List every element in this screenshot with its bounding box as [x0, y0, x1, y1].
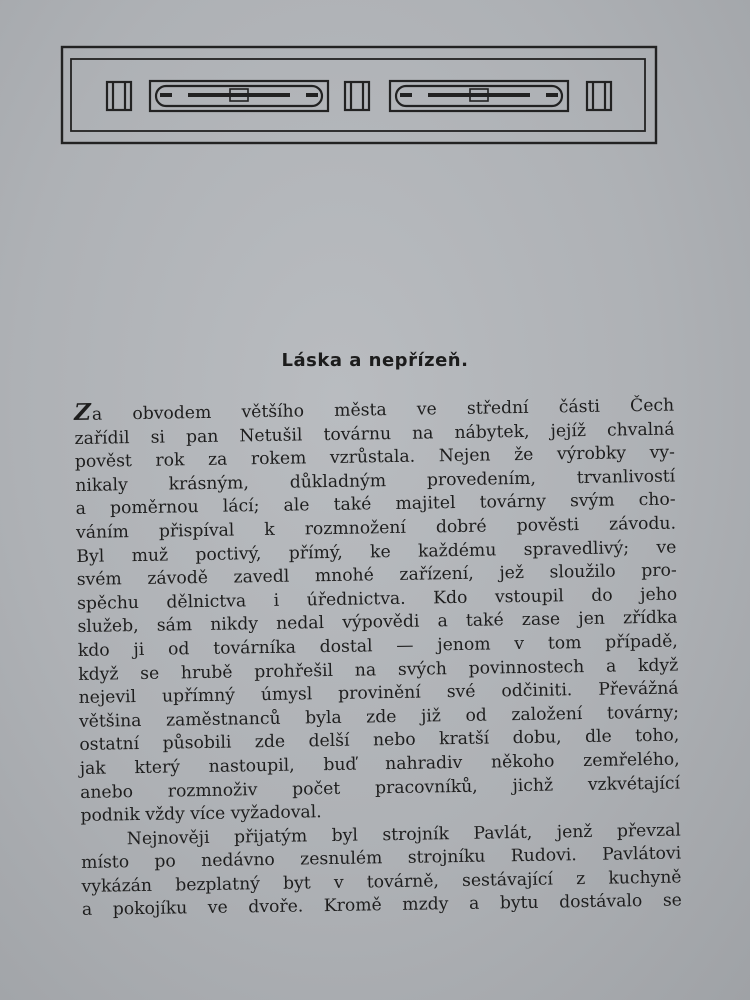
text-line: místo po nedávno zesnulém strojníku Rudovi. Pavlátovi: [81, 843, 682, 874]
text-line: Za obvodem většího města ve střední části Čech: [73, 395, 675, 426]
text-line: nikaly krásným, důkladným provedením, trvanlivostí: [75, 466, 676, 496]
text-line: Nejnověji přijatým byl strojník Pavlát, jenž převzal: [126, 820, 681, 849]
text-line: anebo rozmnoživ počet pracovníků, jichž vzkvétající: [79, 773, 681, 803]
text-line: spěchu dělnictva i úřednictva. Kdo vstoupil do jeho: [76, 584, 678, 614]
text-line: většina zaměstnanců byla zde již od založení továrny;: [78, 702, 680, 732]
decorative-header-ornament: [60, 45, 658, 145]
text-line: svém závodě zavedl mnohé zařízení, jež sloužilo pro-: [76, 560, 677, 591]
text-line: nejevil upřímný úmysl provinění své odčiniti. Převážná: [78, 678, 679, 709]
text-line: a pokojíku ve dvoře. Kromě mzdy a bytu dostávalo se: [81, 890, 683, 921]
text-line: a poměrnou lácí; ale také majitel továrny svým cho-: [75, 489, 676, 520]
chapter-title: Láska a nepřízeň.: [281, 350, 469, 371]
text-line: zařídil si pan Netušil továrnu na nábytek, jejíž chvalná: [74, 419, 675, 449]
text-line: ostatní působili zde delší nebo kratší dobu, dle toho,: [79, 725, 680, 756]
drop-cap: Z: [73, 398, 92, 426]
text-line: služeb, sám nikdy nedal výpovědi a také zase jen zřídka: [77, 607, 678, 638]
text-line: Byl muž poctivý, přímý, ke každému spravedlivý; ve: [76, 537, 677, 567]
body-text: [74, 394, 682, 923]
text-line: váním přispíval k rozmnožení dobré pověsti závodu.: [75, 513, 677, 543]
text-line: kdo ji od továrníka dostal — jenom v tom případě,: [77, 631, 678, 661]
text-line: když se hrubě prohřešil na svých povinnostech a když: [78, 655, 679, 685]
text-line: jak který nastoupil, buď nahradiv někoho zemřelého,: [79, 749, 680, 779]
text-line: podnik vždy více vyžadoval.: [80, 802, 322, 827]
text-line: vykázán bezplatný byt v továrně, sestávající z kuchyně: [81, 867, 682, 897]
text-line: pověst rok za rokem vzrůstala. Nejen že výrobky vy-: [74, 442, 676, 473]
